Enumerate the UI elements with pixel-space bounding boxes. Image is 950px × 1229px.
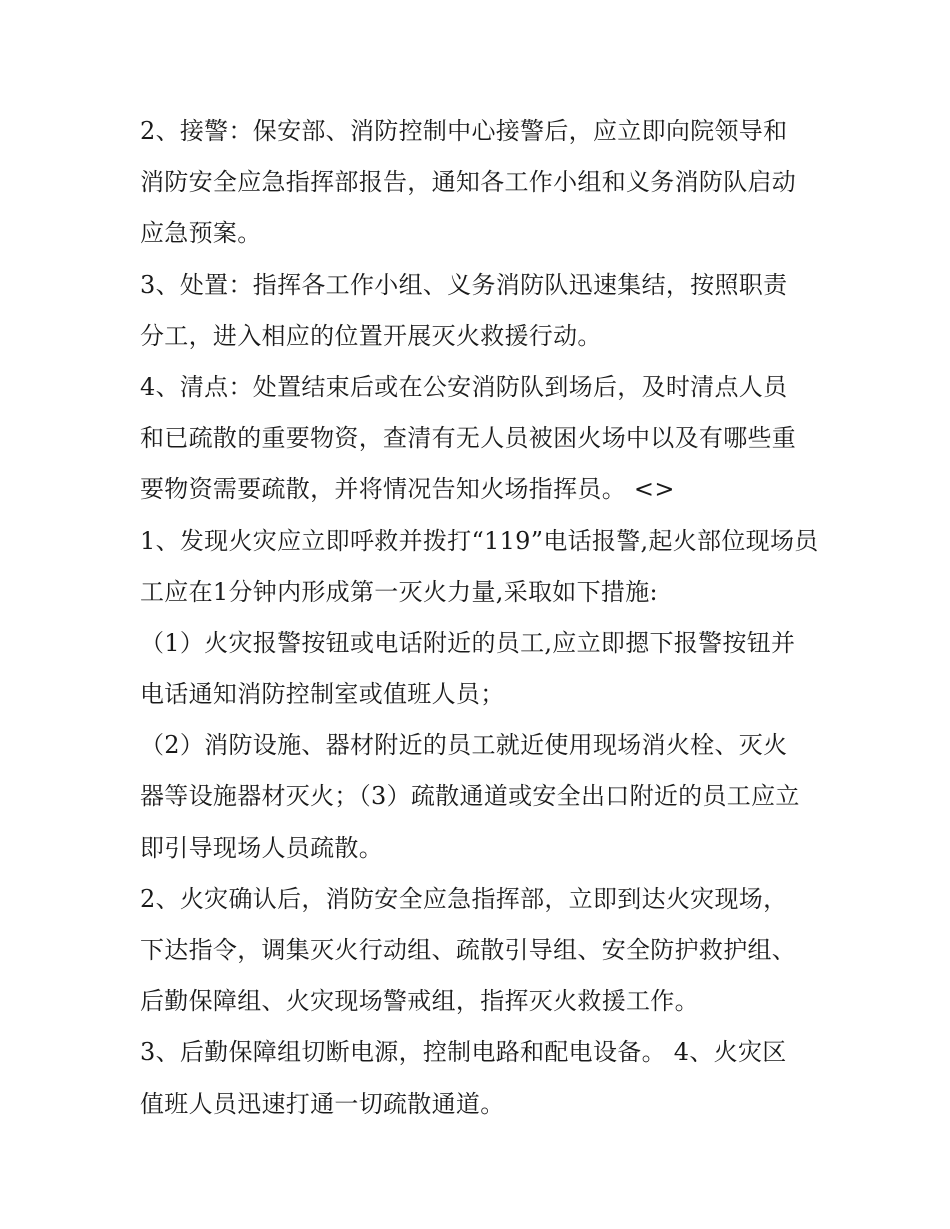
text-line: 分工，进入相应的位置开展灭火救援行动。 [140, 321, 602, 350]
paragraph-measure-2-3 [140, 720, 820, 874]
text-line: 应急预案。 [140, 219, 262, 248]
text-line: 2、火灾确认后，消防安全应急指挥部，立即到达火灾现场， [140, 884, 788, 913]
text-line: 3、后勤保障组切断电源，控制电路和配电设备。 4、火灾区 [140, 1038, 787, 1067]
text-line: 下达指令，调集灭火行动组、疏散引导组、安全防护救护组、 [140, 936, 797, 964]
paragraph-alarm-reception [140, 106, 820, 260]
text-line: 电话通知消防控制室或值班人员； [140, 680, 505, 709]
text-line: 值班人员迅速打通一切疏散通道。 [140, 1089, 505, 1118]
text-line: 消防安全应急指挥部报告，通知各工作小组和义务消防队启动 [140, 168, 797, 197]
text-line: （2）消防设施、器材附近的员工就近使用现场消火栓、灭火 [140, 731, 788, 760]
paragraph-headcount [140, 362, 820, 516]
paragraph-measure-1 [140, 618, 820, 720]
paragraph-disposal [140, 260, 820, 362]
paragraph-fire-confirmation [140, 874, 820, 1028]
text-line: 和已疏散的重要物资，查清有无人员被困火场中以及有哪些重 [140, 424, 797, 453]
text-line: 2、接警：保安部、消防控制中心接警后，应立即向院领导和 [140, 117, 788, 145]
text-line: 器等设施器材灭火；（3）疏散通道或安全出口附近的员工应立 [140, 782, 800, 811]
text-line: 即引导现场人员疏散。 [140, 833, 383, 862]
text-line: 3、处置：指挥各工作小组、义务消防队迅速集结，按照职责 [140, 270, 788, 299]
text-line: （1）火灾报警按钮或电话附近的员工,应立即摁下报警按钮并 [140, 628, 796, 657]
document-body [140, 106, 820, 1130]
text-line: 4、清点：处置结束后或在公安消防队到场后，及时清点人员 [140, 372, 788, 401]
text-line: 工应在1分钟内形成第一灭火力量,采取如下措施: [140, 577, 658, 606]
text-line: 要物资需要疏散，并将情况告知火场指挥员。 <> [140, 475, 675, 504]
paragraph-fire-discovery [140, 516, 820, 618]
paragraph-logistics [140, 1027, 820, 1129]
text-line: 后勤保障组、火灾现场警戒组，指挥灭火救援工作。 [140, 987, 699, 1016]
text-line: 1、发现火灾应立即呼救并拨打“119”电话报警,起火部位现场员 [140, 526, 819, 555]
